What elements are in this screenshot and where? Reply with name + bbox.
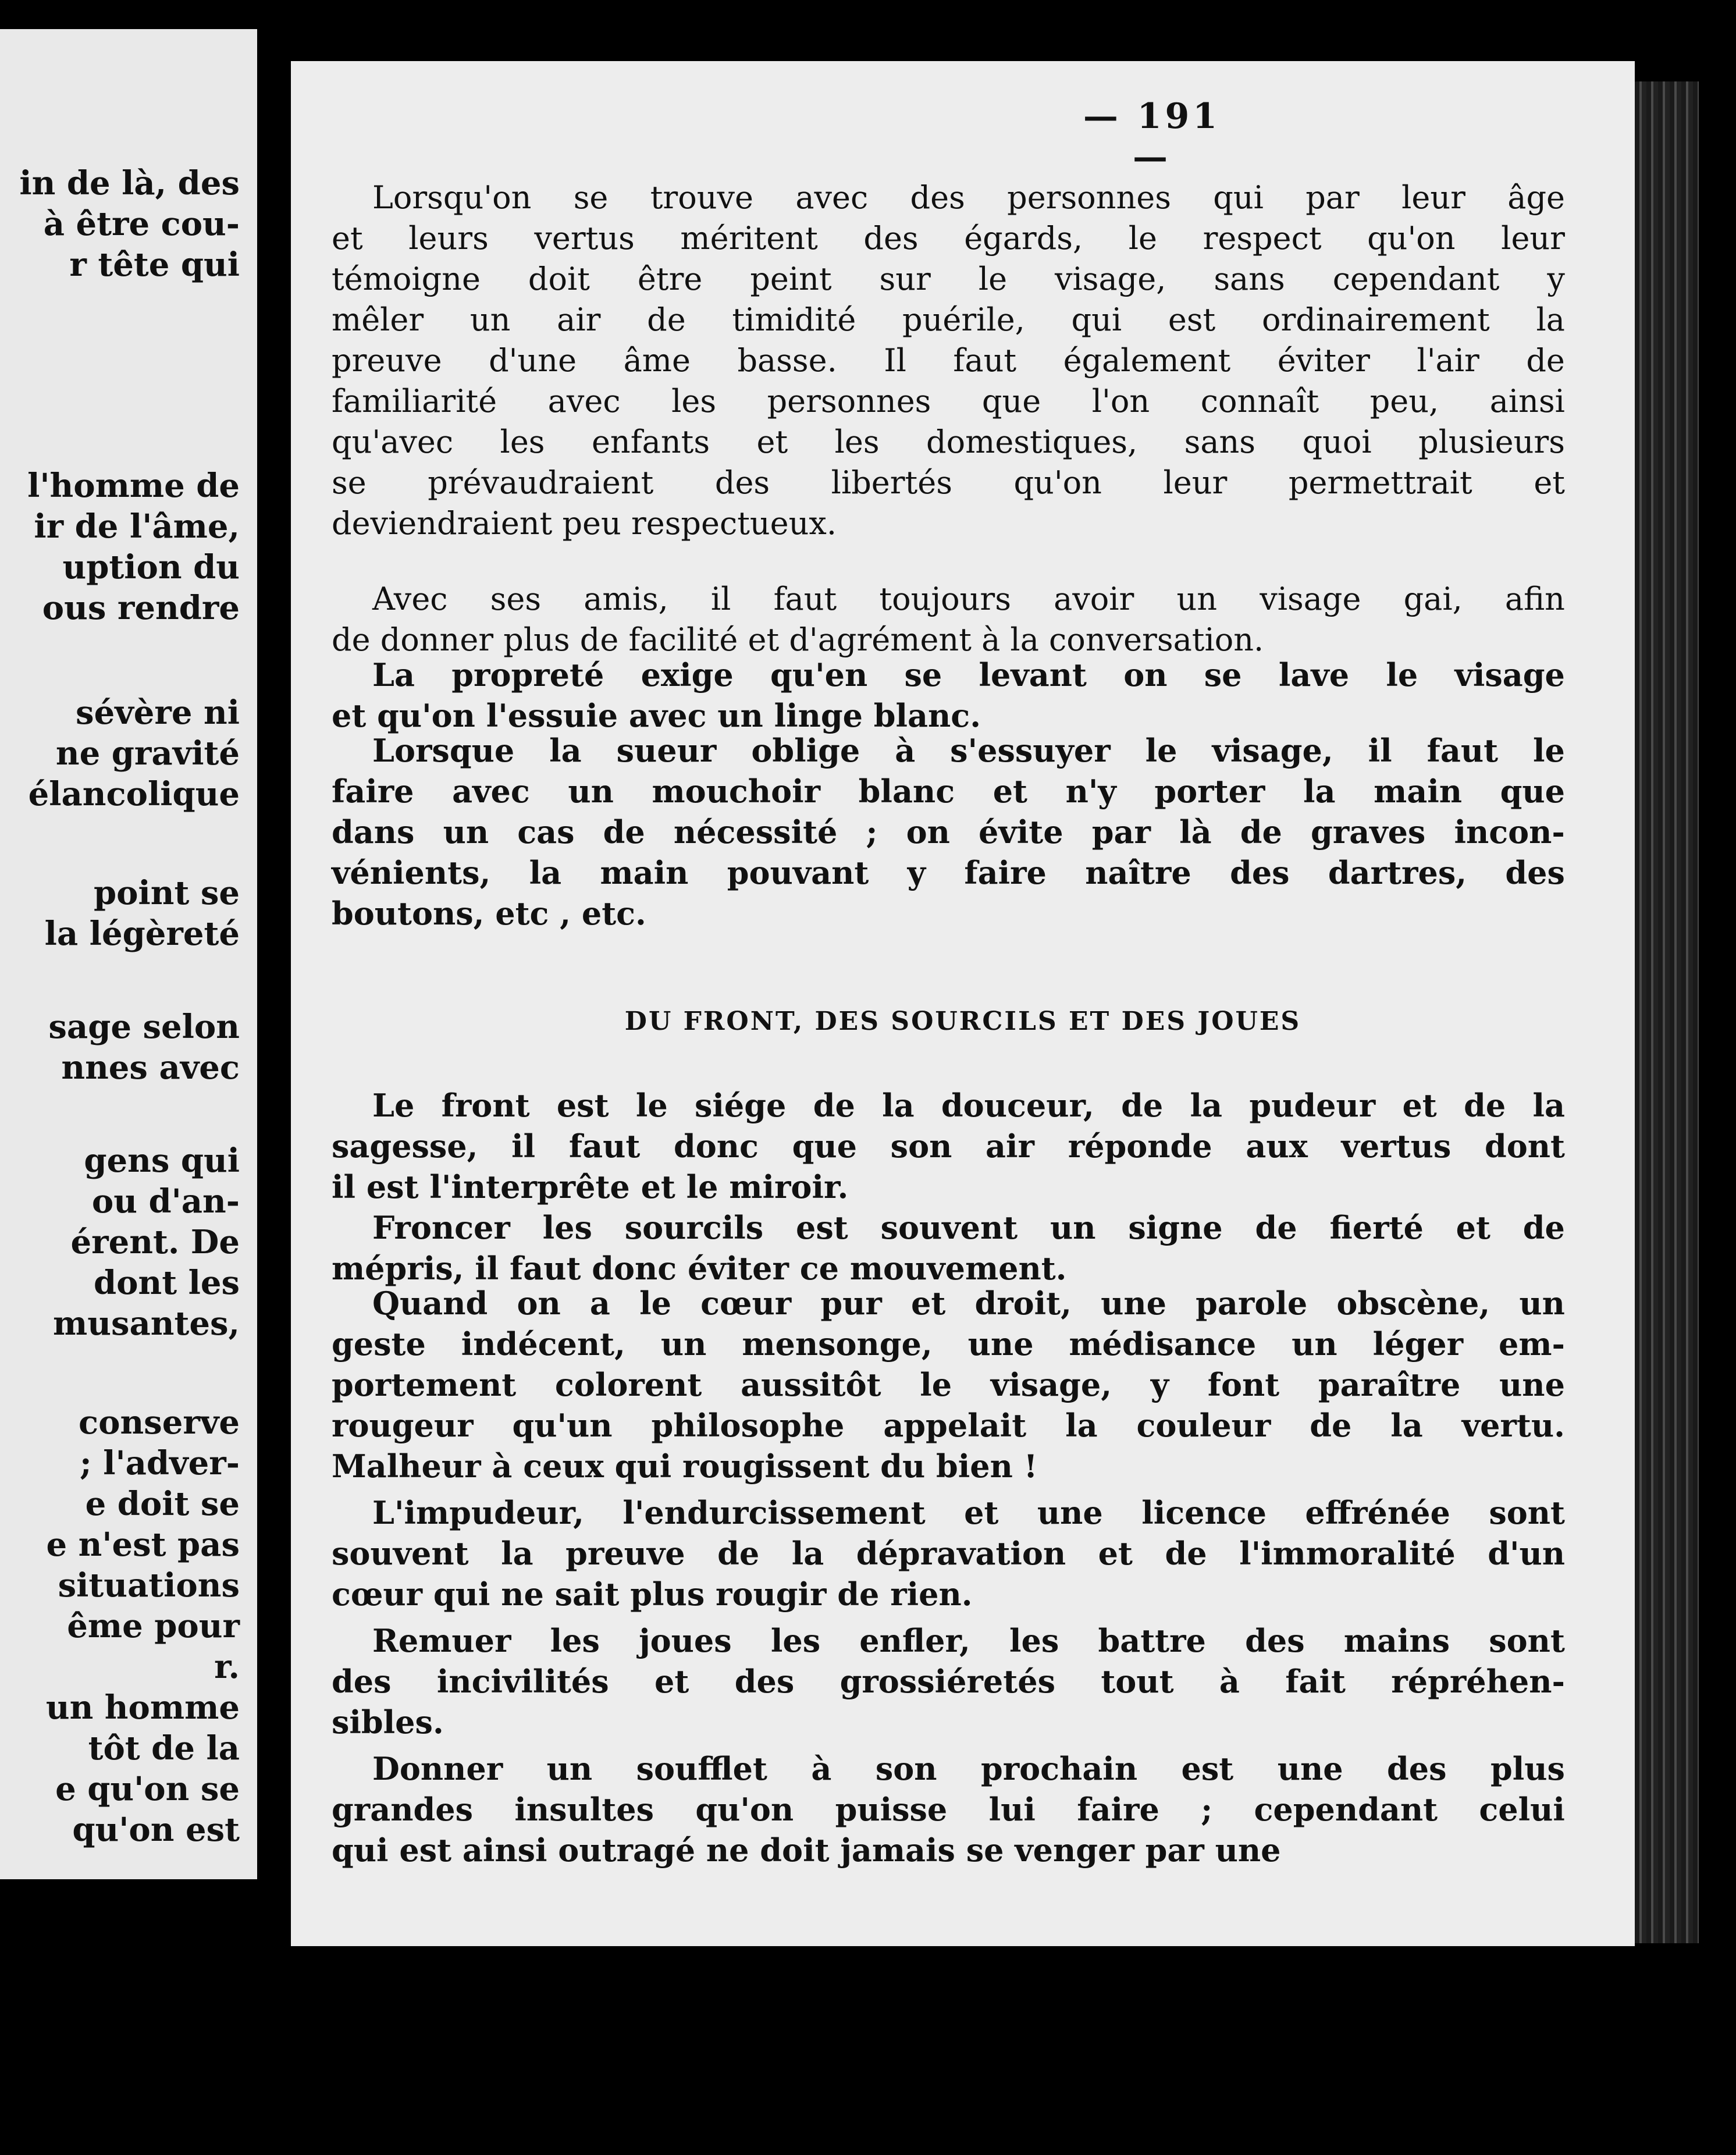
text-line: souvent la preuve de la dépravation et de l'immoralité d'un [332,1535,1565,1572]
left-page-line: r. [214,1648,240,1686]
page-number: — 191 — [1083,96,1221,177]
text-line: Malheur à ceux qui rougissent du bien ! [332,1448,1038,1485]
left-page-line: r tête qui [69,246,240,284]
text-line: qui est ainsi outragé ne doit jamais se venger par une [332,1832,1281,1869]
left-page-line: ous rendre [42,589,240,627]
text-line: vénients, la main pouvant y faire naître des dartres, des [332,854,1565,891]
left-page-line: gens qui [84,1141,240,1180]
text-line: L'impudeur, l'endurcissement et une licence effrénée sont [372,1494,1565,1531]
left-page-line: qu'on est [72,1811,240,1849]
left-page-line: sage selon [48,1008,240,1046]
text-line: familiarité avec les personnes que l'on connaît peu, ainsi [332,383,1565,419]
text-line: et qu'on l'essuie avec un linge blanc. [332,697,981,734]
text-line: Lorsqu'on se trouve avec des personnes qui par leur âge [372,179,1565,216]
left-page-line: l'homme de [27,467,240,505]
left-page-line: ou d'an- [91,1182,240,1221]
text-line: des incivilités et des grossiéretés tout à fait répréhen- [332,1663,1565,1700]
left-page-line: ême pour [67,1607,240,1645]
left-page-line: ne gravité [55,734,240,773]
text-line: Donner un soufflet à son prochain est une des plus [372,1750,1565,1787]
left-page-line: in de là, des [19,164,240,202]
text-line: grandes insultes qu'on puisse lui faire ; cependant celui [332,1791,1565,1828]
text-line: deviendraient peu respectueux. [332,505,837,542]
text-line: cœur qui ne sait plus rougir de rien. [332,1576,973,1613]
text-line: rougeur qu'un philosophe appelait la couleur de la vertu. [332,1407,1565,1444]
text-line: Le front est le siége de la douceur, de la pudeur et de la [372,1087,1565,1124]
text-line: boutons, etc , etc. [332,895,646,932]
text-line: de donner plus de facilité et d'agrément à la conversation. [332,621,1264,658]
text-line: Avec ses amis, il faut toujours avoir un visage gai, afin [372,581,1565,617]
text-line: Froncer les sourcils est souvent un signe de fierté et de [372,1209,1565,1246]
left-page-line: à être cou- [43,205,240,243]
page-edge-stack [1635,81,1699,1943]
text-line: sibles. [332,1704,444,1741]
left-page-line: nnes avec [61,1048,240,1087]
text-line: Quand on a le cœur pur et droit, une parole obscène, un [372,1285,1565,1322]
left-page-line: musantes, [52,1304,240,1343]
left-page-line: dont les [93,1264,240,1302]
text-line: se prévaudraient des libertés qu'on leur permettrait et [332,464,1565,501]
text-line: témoigne doit être peint sur le visage, sans cependant y [332,261,1565,297]
book-gutter [257,23,291,1955]
left-page-line: situations [58,1566,240,1605]
left-page-line: la légèreté [44,915,240,953]
left-page-line: e doit se [85,1485,240,1523]
text-line: Remuer les joues les enfler, les battre des mains sont [372,1622,1565,1659]
text-line: il est l'interprête et le miroir. [332,1168,849,1205]
text-line: portement colorent aussitôt le visage, y font paraître une [332,1366,1565,1403]
text-line: Lorsque la sueur oblige à s'essuyer le visage, il faut le [372,732,1565,769]
left-page-line: e qu'on se [55,1770,240,1808]
text-line: preuve d'une âme basse. Il faut également éviter l'air de [332,342,1565,379]
text-line: La propreté exige qu'en se levant on se lave le visage [372,656,1565,694]
left-page-line: tôt de la [88,1729,240,1768]
left-page-line: ; l'adver- [80,1444,240,1482]
left-page-line: élancolique [28,775,240,813]
left-page-line: ir de l'âme, [34,507,240,546]
left-page-line: érent. De [70,1223,240,1261]
left-page-line: conserve [79,1403,240,1442]
text-line: qu'avec les enfants et les domestiques, sans quoi plusieurs [332,424,1565,460]
left-page-line: e n'est pas [46,1525,240,1564]
left-page-fragment [0,29,257,1879]
left-page-line: un homme [45,1688,240,1727]
left-page-line: uption du [62,548,240,586]
text-line: mêler un air de timidité puérile, qui est ordinairement la [332,301,1565,338]
text-line: faire avec un mouchoir blanc et n'y porter la main que [332,773,1565,810]
text-line: dans un cas de nécessité ; on évite par là de graves incon- [332,813,1565,851]
section-heading: DU FRONT, DES SOURCILS ET DES JOUES [624,1007,1301,1036]
text-line: sagesse, il faut donc que son air réponde aux vertus dont [332,1128,1565,1165]
text-line: mépris, il faut donc éviter ce mouvement. [332,1250,1067,1287]
left-page-line: sévère ni [76,694,240,732]
left-page-line: point se [93,874,240,912]
text-line: geste indécent, un mensonge, une médisance un léger em- [332,1325,1565,1363]
right-page [291,61,1635,1946]
text-line: et leurs vertus méritent des égards, le respect qu'on leur [332,220,1565,257]
